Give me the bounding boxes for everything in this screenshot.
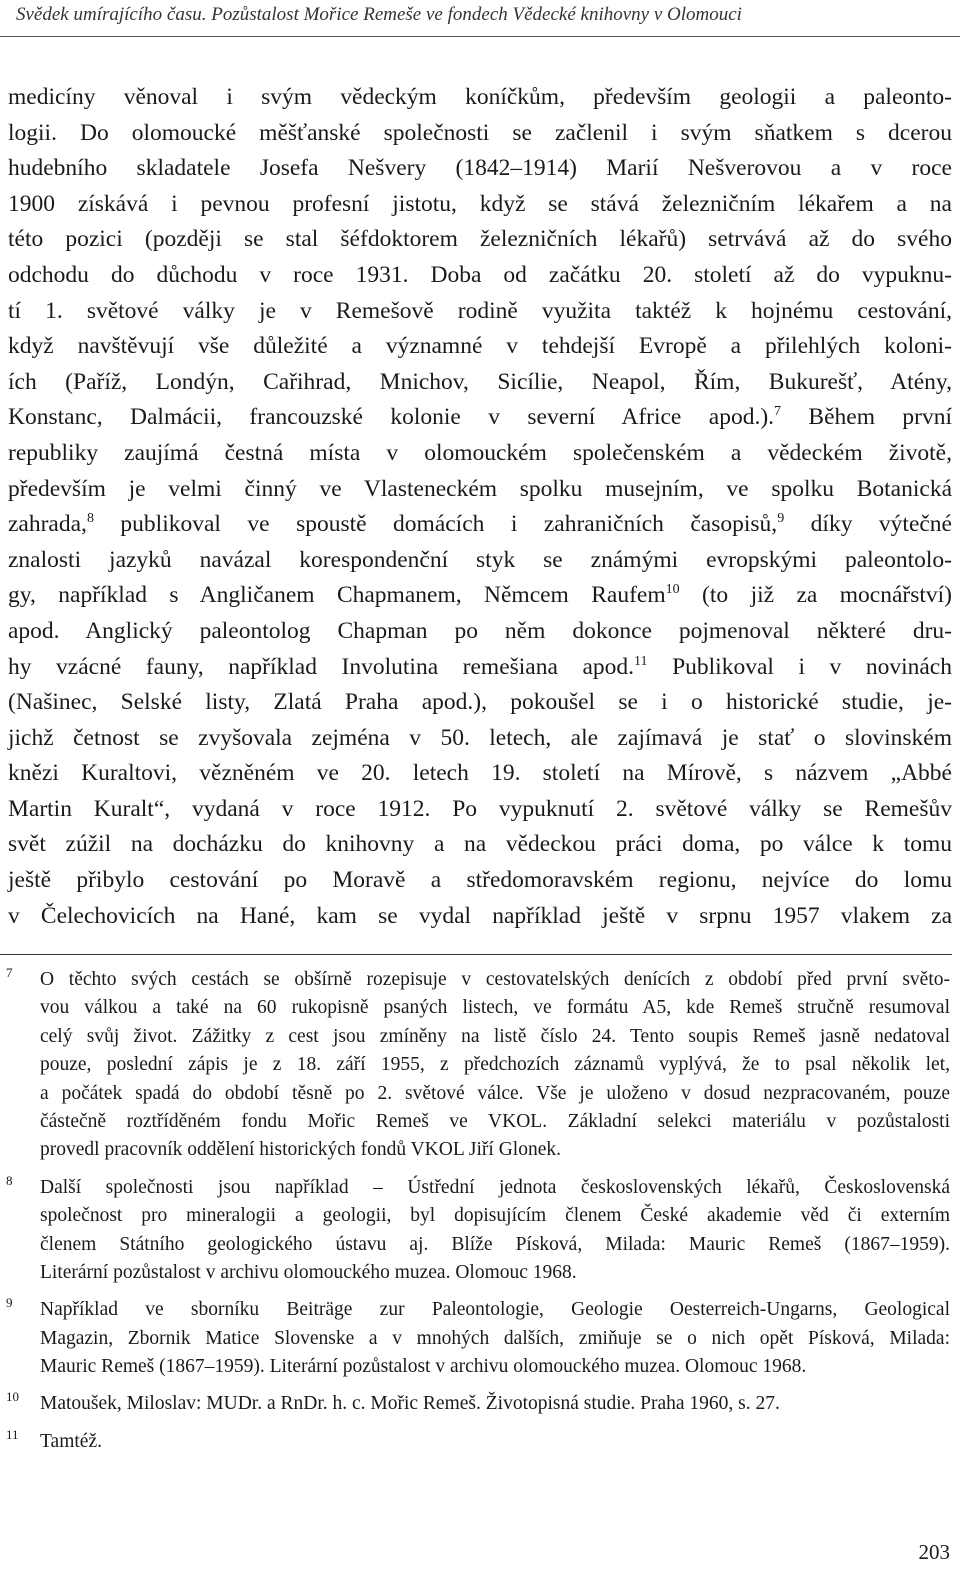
footnote-line: společnost pro mineralogii a geologii, byl dopisujícím členem České akademie věd či externím (40, 1205, 950, 1227)
footnote-line: částečně roztříděném fondu Mořic Remeš ve VKOL. Základní selekci materiálu v pozůstalosti (40, 1110, 950, 1132)
text-line (8, 650, 952, 686)
footnote-number: 9 (6, 1295, 13, 1311)
footnote-body (40, 1390, 950, 1418)
footnote-10 (0, 1390, 952, 1418)
footnote-separator (0, 954, 952, 955)
footnote-line: Matoušek, Miloslav: MUDr. a RnDr. h. c. Mořic Remeš. Životopisná studie. Praha 1960, s. 27. (40, 1393, 780, 1415)
footnote-line: Další společnosti jsou například – Ústřední jednota československých lékařů, Československá (40, 1176, 950, 1198)
footnote-line: Tamtéž. (40, 1430, 102, 1452)
text-line: medicíny věnoval i svým vědeckým koníčkům, především geologii a paleonto- (8, 84, 952, 110)
text-line: odchodu do důchodu v roce 1931. Doba od začátku 20. století až do vypuknu- (8, 261, 952, 288)
footnote-ref[interactable]: 7 (774, 404, 782, 420)
text-line: ještě přibylo cestování po Moravě a středomoravském regionu, nejvíce do lomu (8, 867, 952, 894)
footnote-number: 11 (6, 1426, 19, 1442)
text-line (8, 507, 952, 543)
text-line: svět zúžil na docházku do knihovny a na vědeckou práci doma, po válce k tomu (8, 831, 952, 858)
text-fragment: hy vzácné fauny, například Involutina remešiana apod. (8, 653, 635, 680)
text-fragment: Konstanc, Dalmácii, francouzské kolonie v severní Africe apod.). (8, 404, 775, 431)
running-title: Svědek umírajícího času. Pozůstalost Mořice Remeše ve fondech Vědecké knihovny v Olomouci (16, 4, 742, 25)
footnote-line: členem Státního geologického ústavu aj. Blíže Písková, Milada: Mauric Remeš (1867–1959). (40, 1233, 950, 1255)
footnote-line: Magazin, Zbornik Matice Slovenske a v mnohých dalších, zmiňuje se o nich opět Písková, Milada: (40, 1327, 950, 1349)
text-line (8, 400, 952, 436)
footnote-7 (0, 966, 952, 1165)
text-line: republiky zaujímá čestná místa v olomouckém společenském a vědeckém životě, (8, 439, 952, 466)
footnote-number: 8 (6, 1172, 13, 1188)
text-line: apod. Anglický paleontolog Chapman po něm dokonce pojmenoval některé dru- (8, 617, 952, 644)
footnote-line: pouze, poslední zápis je z 18. září 1955, z předchozích záznamů vyplývá, že to psal několik let, (40, 1054, 950, 1076)
text-line: logii. Do olomoucké měšťanské společnosti se začlenil i svým sňatkem s dcerou (8, 119, 952, 146)
page-number: 203 (918, 1540, 950, 1564)
footnote-line: provedl pracovník oddělení historických fondů VKOL Jiří Glonek. (40, 1139, 561, 1161)
text-line: znalosti jazyků navázal korespondenční styk se známými evropskými paleontolo- (8, 546, 952, 573)
text-line: Martin Kuralt“, vydaná v roce 1912. Po vypuknutí 2. světové války se Remešův (8, 795, 952, 822)
text-fragment: publikoval ve spoustě domácích i zahraničních časopisů, (93, 511, 778, 538)
footnote-number: 7 (6, 965, 13, 980)
text-line: knězi Kuraltovi, vězněném ve 20. letech 19. století na Mírově, s názvem „Abbé (8, 760, 952, 787)
text-fragment: (to již za mocnářství) (679, 582, 952, 609)
footnote-9 (0, 1296, 952, 1381)
footnote-8 (0, 1174, 952, 1288)
footnote-ref[interactable]: 9 (777, 511, 785, 527)
footnote-line: vou válkou a také na 60 rukopisně psaných listech, ve formátu A5, kde Remeš stručně resumoval (40, 997, 950, 1019)
footnote-number: 10 (6, 1389, 19, 1405)
text-line: v Čelechovicích na Hané, kam se vydal například ještě v srpnu 1957 vlakem za (8, 902, 952, 929)
footnote-11 (0, 1428, 952, 1456)
footnote-body (40, 1174, 950, 1288)
footnote-ref[interactable]: 11 (634, 653, 648, 669)
text-fragment: zahrada, (8, 511, 87, 538)
text-line: (Našinec, Selské listy, Zlatá Praha apod.), pokoušel se i o historické studie, je- (8, 689, 952, 716)
text-line: hudebního skladatele Josefa Nešvery (1842–1914) Marií Nešverovou a v roce (8, 155, 952, 182)
text-line: když navštěvují vše důležité a významné v tehdejší Evropě a přilehlých koloni- (8, 333, 952, 360)
footnote-ref[interactable]: 10 (665, 582, 680, 598)
footnote-line: Literární pozůstalost v archivu olomouckého muzea. Olomouc 1968. (40, 1261, 577, 1283)
text-line: především je velmi činný ve Vlasteneckém spolku musejním, ve spolku Botanická (8, 475, 952, 502)
text-line: jichž četnost se zvyšovala zejména v 50. letech, ale zajímavá je stať o slovinském (8, 724, 952, 751)
footnote-line: Mauric Remeš (1867–1959). Literární pozůstalost v archivu olomouckého muzea. Olomouc 1968. (40, 1356, 807, 1378)
text-fragment: Publikoval i v novinách (647, 653, 952, 680)
footnotes (0, 962, 952, 1456)
text-line (8, 578, 952, 614)
main-text (8, 80, 952, 934)
header-rule (0, 36, 960, 37)
text-fragment: díky výtečné (784, 511, 952, 538)
footnote-line: O těchto svých cestách se obšírně rozepisuje v cestovatelských denících z období před první světo- (40, 969, 950, 990)
footnote-body (40, 1296, 950, 1381)
running-header (0, 0, 960, 34)
footnote-line: celý svůj život. Zážitky z cest jsou zmíněny na listě číslo 24. Tento soupis Remeš jasně nedatoval (40, 1025, 950, 1047)
text-line: 1900 získává i pevnou profesní jistotu, když se stává železničním lékařem a na (8, 190, 952, 217)
footnote-line: Například ve sborníku Beiträge zur Paleontologie, Geologie Oesterreich-Ungarns, Geological (40, 1299, 950, 1321)
text-line: tí 1. světové války je v Remešově rodině využita taktéž k hojnému cestování, (8, 297, 952, 324)
footnote-line: a počátek spadá do období těsně po 2. světové válce. Vše je uloženo v dosud nezpracovaném, pouze (40, 1082, 950, 1104)
text-line: této pozici (později se stal šéfdoktorem železničních lékařů) setrvává až do svého (8, 226, 952, 253)
text-fragment: gy, například s Angličanem Chapmanem, Němcem Raufem (8, 582, 666, 609)
footnote-body (40, 966, 950, 1165)
footnote-body (40, 1428, 950, 1456)
footnote-ref[interactable]: 8 (86, 511, 94, 527)
text-fragment: Během první (781, 404, 952, 431)
text-line: ích (Paříž, Londýn, Cařihrad, Mnichov, Sicílie, Neapol, Řím, Bukurešť, Atény, (8, 368, 952, 395)
